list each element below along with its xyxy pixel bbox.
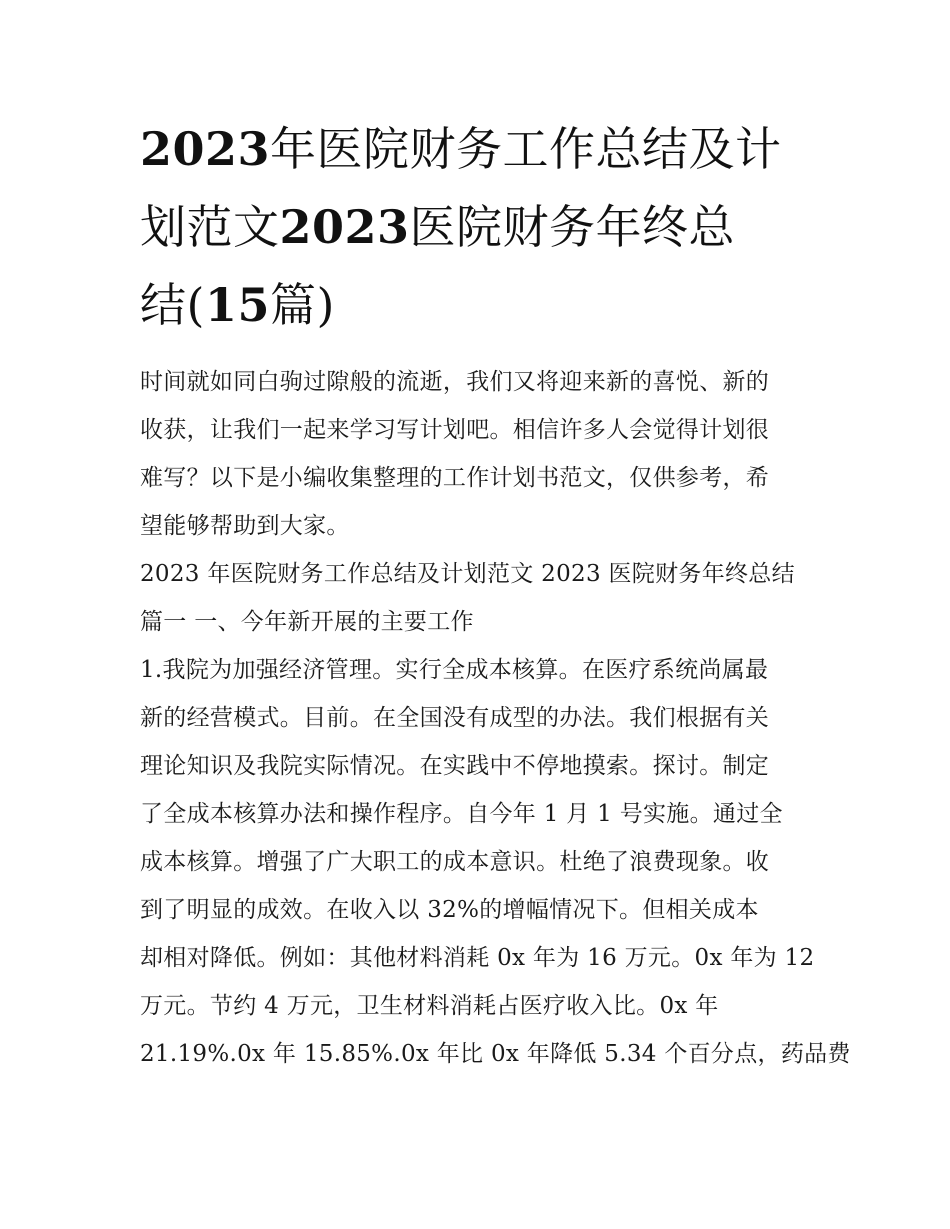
title-text-1: 年医院财务工作总结及计 bbox=[270, 122, 782, 176]
intro-line: 时间就如同白驹过隙般的流逝，我们又将迎来新的喜悦、新的 bbox=[140, 369, 770, 395]
title-count: 15 bbox=[204, 278, 270, 332]
body-paragraph bbox=[140, 646, 851, 1078]
intro-line: 难写？以下是小编收集整理的工作计划书范文，仅供参考，希 bbox=[140, 465, 770, 491]
title-line-1 bbox=[140, 110, 820, 188]
body-line: 新的经营模式。目前。在全国没有成型的办法。我们根据有关 bbox=[140, 705, 770, 731]
intro-line: 收获，让我们一起来学习写计划吧。相信许多人会觉得计划很 bbox=[140, 417, 770, 443]
section-heading-line: 2023 年医院财务工作总结及计划范文 2023 医院财务年终总结 bbox=[140, 561, 795, 587]
title-text-2a: 划范文 bbox=[140, 200, 280, 254]
title-line-2 bbox=[140, 188, 820, 266]
title-text-3b: 篇) bbox=[269, 278, 335, 332]
title-text-2b: 医院财务年终总 bbox=[409, 200, 736, 254]
title-year-2: 2023 bbox=[279, 200, 410, 254]
section-heading-line: 篇一 一、今年新开展的主要工作 bbox=[140, 609, 474, 635]
title-line-3 bbox=[140, 266, 820, 344]
document-title bbox=[140, 110, 820, 344]
section-heading bbox=[140, 550, 820, 646]
body-line: 到了明显的成效。在收入以 32%的增幅情况下。但相关成本 bbox=[140, 897, 759, 923]
intro-line: 望能够帮助到大家。 bbox=[140, 513, 350, 539]
body-line: 了全成本核算办法和操作程序。自今年 1 月 1 号实施。通过全 bbox=[140, 801, 783, 827]
body-line: 却相对降低。例如：其他材料消耗 0x 年为 16 万元。0x 年为 12 bbox=[140, 945, 815, 971]
intro-paragraph bbox=[140, 358, 820, 550]
title-text-3a: 结( bbox=[140, 278, 205, 332]
body-line: 理论知识及我院实际情况。在实践中不停地摸索。探讨。制定 bbox=[140, 753, 770, 779]
body-line: 21.19%.0x 年 15.85%.0x 年比 0x 年降低 5.34 个百分点，药品费 bbox=[140, 1041, 851, 1067]
body-line: 成本核算。增强了广大职工的成本意识。杜绝了浪费现象。收 bbox=[140, 849, 770, 875]
body-line: 1.我院为加强经济管理。实行全成本核算。在医疗系统尚属最 bbox=[140, 657, 769, 683]
title-year-1: 2023 bbox=[140, 122, 271, 176]
document-content bbox=[140, 110, 851, 1078]
body-line: 万元。节约 4 万元，卫生材料消耗占医疗收入比。0x 年 bbox=[140, 993, 719, 1019]
